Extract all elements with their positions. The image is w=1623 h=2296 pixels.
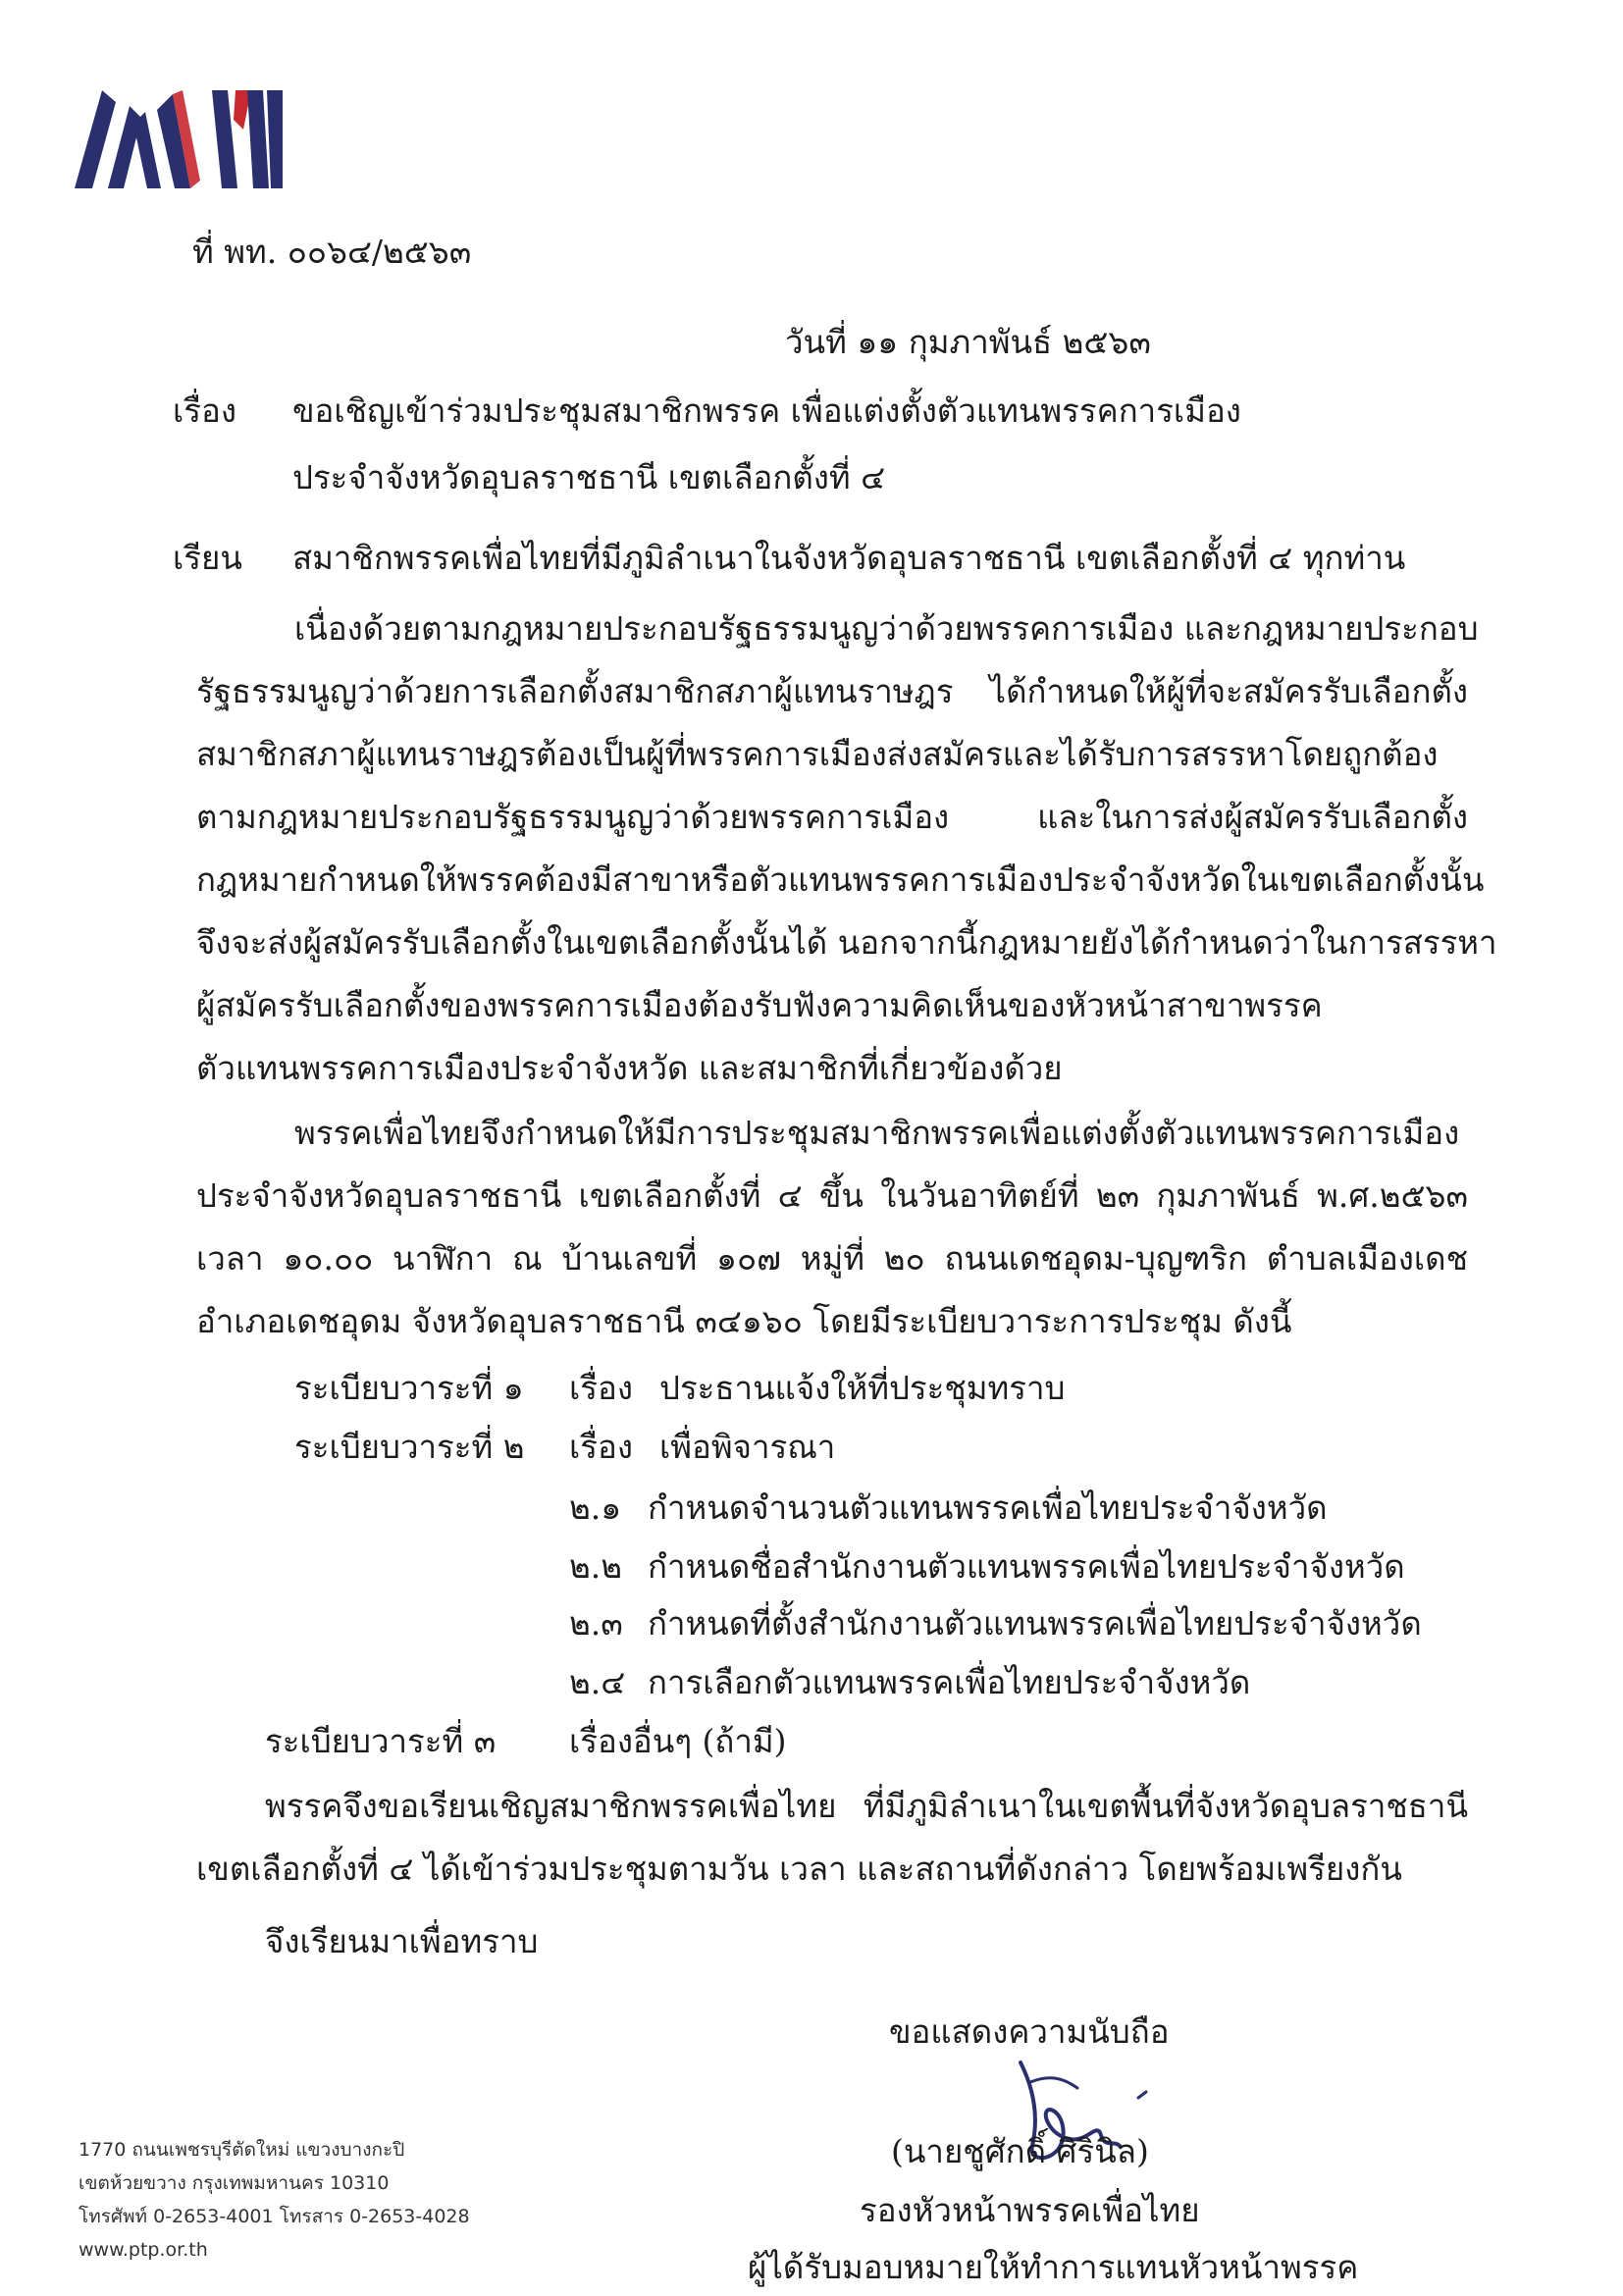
paragraph-1-line: ตัวแทนพรรคการเมืองประจำจังหวัด และสมาชิกที่เกี่ยวข้องด้วย	[196, 1049, 1063, 1087]
subject-line-1: ขอเชิญเข้าร่วมประชุมสมาชิกพรรค เพื่อแต่งตั้งตัวแทนพรรคการเมือง	[292, 391, 1241, 430]
footer-address-2: เขตห้วยขวาง กรุงเทพมหานคร 10310	[79, 2172, 390, 2194]
agenda-1-text: ประธานแจ้งให้ที่ประชุมทราบ	[659, 1369, 1066, 1407]
agenda-sub-text: กำหนดชื่อสำนักงานตัวแทนพรรคเพื่อไทยประจำจังหวัด	[648, 1547, 1405, 1586]
paragraph-2-line: อำเภอเดชอุดม จังหวัดอุบลราชธานี ๓๔๑๖๐ โดยมีระเบียบวาระการประชุม ดังนี้	[196, 1302, 1292, 1340]
agenda-2-label: ระเบียบวาระที่ ๒	[294, 1428, 525, 1466]
paragraph-1-line: สมาชิกสภาผู้แทนราษฎรต้องเป็นผู้ที่พรรคการเมืองส่งสมัครและได้รับการสรรหาโดยถูกต้อง	[196, 735, 1439, 773]
paragraph-2-line: เวลา ๑๐.๐๐ นาฬิกา ณ บ้านเลขที่ ๑๐๗ หมู่ที่ ๒๐ ถนนเดชอุดม-บุญฑริก ตำบลเมืองเดช	[196, 1239, 1468, 1278]
ptp-logo-icon	[75, 90, 283, 188]
agenda-2-text: เพื่อพิจารณา	[659, 1428, 836, 1466]
signatory-name: (นายชูศักดิ์ ศิรินิล)	[891, 2132, 1149, 2170]
signatory-authority: ผู้ได้รับมอบหมายให้ทำการแทนหัวหน้าพรรค	[748, 2248, 1359, 2286]
paragraph-3-line: เขตเลือกตั้งที่ ๔ ได้เข้าร่วมประชุมตามวัน เวลา และสถานที่ดังกล่าว โดยพร้อมเพรียงกัน	[196, 1850, 1402, 1888]
ptp-logo	[75, 90, 283, 188]
agenda-1-topic-label: เรื่อง	[569, 1369, 633, 1407]
agenda-sub-num: ๒.๔	[569, 1663, 626, 1701]
signatory-position: รองหัวหน้าพรรคเพื่อไทย	[860, 2191, 1200, 2229]
agenda-2-topic-label: เรื่อง	[569, 1428, 633, 1466]
paragraph-1-line: ตามกฎหมายประกอบรัฐธรรมนูญว่าด้วยพรรคการเมือง และในการส่งผู้สมัครรับเลือกตั้ง	[196, 798, 1468, 836]
footer-phone: โทรศัพท์ 0-2653-4001 โทรสาร 0-2653-4028	[79, 2206, 470, 2227]
closing-text: จึงเรียนมาเพื่อทราบ	[265, 1922, 539, 1960]
agenda-sub-num: ๒.๓	[569, 1604, 623, 1643]
subject-line-2: ประจำจังหวัดอุบลราชธานี เขตเลือกตั้งที่ ๔	[292, 458, 886, 496]
agenda-3-label: ระเบียบวาระที่ ๓	[265, 1722, 497, 1760]
subject-label: เรื่อง	[173, 391, 236, 430]
agenda-sub-num: ๒.๒	[569, 1547, 622, 1586]
document-number: ที่ พท. ๐๐๖๔/๒๕๖๓	[192, 233, 472, 271]
agenda-sub-text: การเลือกตัวแทนพรรคเพื่อไทยประจำจังหวัด	[648, 1663, 1251, 1701]
agenda-3-text: เรื่องอื่นๆ (ถ้ามี)	[569, 1722, 787, 1760]
document-date: วันที่ ๑๑ กุมภาพันธ์ ๒๕๖๓	[785, 323, 1151, 361]
agenda-1-label: ระเบียบวาระที่ ๑	[294, 1369, 524, 1407]
footer-website: www.ptp.or.th	[79, 2239, 208, 2261]
paragraph-1-line: เนื่องด้วยตามกฎหมายประกอบรัฐธรรมนูญว่าด้วยพรรคการเมือง และกฎหมายประกอบ	[294, 609, 1479, 648]
paragraph-2-line: พรรคเพื่อไทยจึงกำหนดให้มีการประชุมสมาชิกพรรคเพื่อแต่งตั้งตัวแทนพรรคการเมือง	[294, 1114, 1460, 1152]
footer-address-1: 1770 ถนนเพชรบุรีตัดใหม่ แขวงบางกะปิ	[79, 2139, 405, 2161]
recipient-text: สมาชิกพรรคเพื่อไทยที่มีภูมิลำเนาในจังหวัดอุบลราชธานี เขตเลือกตั้งที่ ๔ ทุกท่าน	[292, 539, 1406, 577]
paragraph-3-line: พรรคจึงขอเรียนเชิญสมาชิกพรรคเพื่อไทย ที่มีภูมิลำเนาในเขตพื้นที่จังหวัดอุบลราชธานี	[265, 1787, 1468, 1825]
agenda-sub-text: กำหนดที่ตั้งสำนักงานตัวแทนพรรคเพื่อไทยประจำจังหวัด	[648, 1604, 1422, 1643]
regards-text: ขอแสดงความนับถือ	[889, 2012, 1170, 2051]
paragraph-1-line: ผู้สมัครรับเลือกตั้งของพรรคการเมืองต้องรับฟังความคิดเห็นของหัวหน้าสาขาพรรค	[196, 986, 1323, 1024]
agenda-sub-num: ๒.๑	[569, 1488, 622, 1527]
recipient-label: เรียน	[173, 539, 242, 577]
agenda-sub-text: กำหนดจำนวนตัวแทนพรรคเพื่อไทยประจำจังหวัด	[648, 1488, 1328, 1527]
paragraph-1-line: จึงจะส่งผู้สมัครรับเลือกตั้งในเขตเลือกตั้งนั้นได้ นอกจากนี้กฎหมายยังได้กำหนดว่าในการสรรหา	[196, 923, 1497, 962]
paragraph-2-line: ประจำจังหวัดอุบลราชธานี เขตเลือกตั้งที่ ๔ ขึ้น ในวันอาทิตย์ที่ ๒๓ กุมภาพันธ์ พ.ศ.๒๕๖๓	[196, 1176, 1468, 1215]
paragraph-1-line: กฎหมายกำหนดให้พรรคต้องมีสาขาหรือตัวแทนพรรคการเมืองประจำจังหวัดในเขตเลือกตั้งนั้น	[196, 861, 1485, 899]
paragraph-1-line: รัฐธรรมนูญว่าด้วยการเลือกตั้งสมาชิกสภาผู้แทนราษฎร ได้กำหนดให้ผู้ที่จะสมัครรับเลือกตั้ง	[196, 672, 1468, 710]
